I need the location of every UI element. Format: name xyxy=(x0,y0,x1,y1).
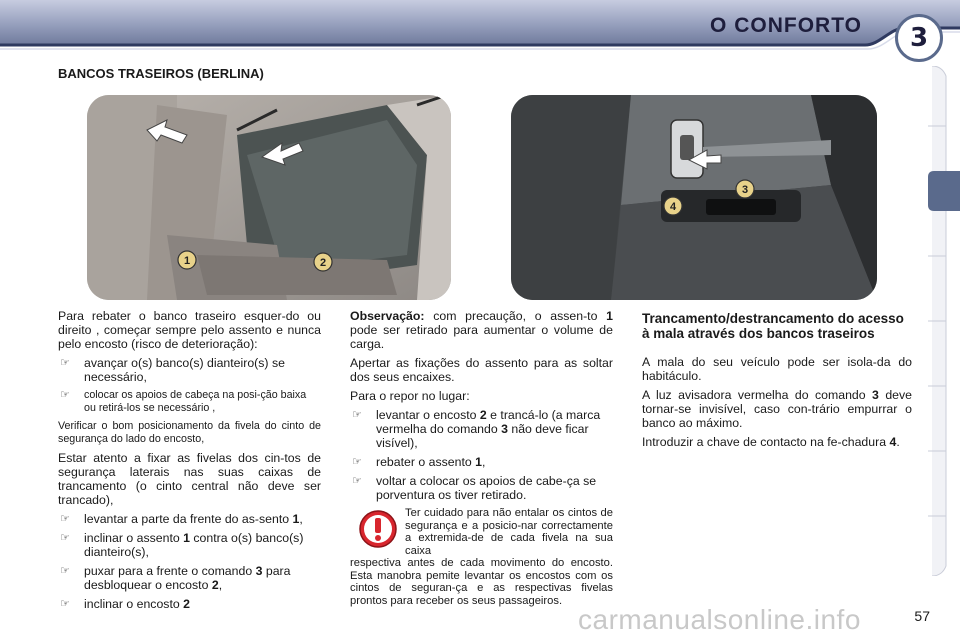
side-tab-strip xyxy=(924,66,960,576)
pointing-hand-icon: ☞ xyxy=(60,598,70,610)
list-item-text: rebater o assento 1, xyxy=(376,455,486,469)
belt-note: Verificar o bom posicionamento da fivela do cinto de segurança do lado do encosto, xyxy=(58,420,321,445)
restore-heading: Para o repor no lugar: xyxy=(350,389,470,403)
list-item xyxy=(58,564,321,592)
side-tab-active xyxy=(928,171,960,211)
observation-paragraph: Observação: com precaução, o assen-to 1 pode ser retirado para aumentar o volume de carga. xyxy=(350,309,613,351)
pointing-hand-icon: ☞ xyxy=(60,532,70,544)
marker-3-label: 3 xyxy=(741,184,749,196)
key-paragraph: Introduzir a chave de contacto na fe-chadura 4. xyxy=(642,435,900,449)
pointing-hand-icon: ☞ xyxy=(352,456,362,468)
warning-text-part2: respectiva antes de cada movimento do encosto. Esta manobra pemite levantar os encostos com os cintos de seguran-ça e as respectivas fivelas prontos para receber os seus passageiros. xyxy=(350,557,613,607)
list-item xyxy=(350,474,613,502)
rear-seat-illustration xyxy=(87,95,451,300)
watermark: carmanualsonline.info xyxy=(578,604,861,635)
section-title: BANCOS TRASEIROS (BERLINA) xyxy=(58,66,264,81)
list-item xyxy=(58,531,321,559)
list-item xyxy=(58,389,321,415)
page-number: 57 xyxy=(914,608,930,624)
text-column-3 xyxy=(642,311,912,454)
list-item-text: avançar o(s) banco(s) dianteiro(s) se necessário, xyxy=(84,356,285,384)
text-column-2 xyxy=(350,309,613,607)
list-item xyxy=(58,512,321,526)
trunk-paragraph: A mala do seu veículo pode ser isola-da do habitáculo. xyxy=(642,355,912,383)
list-item-text: puxar para a frente o comando 3 para desbloquear o encosto 2, xyxy=(84,564,291,592)
trunk-lock-photo xyxy=(511,95,877,300)
list-item xyxy=(58,356,321,384)
warning-light-paragraph: A luz avisadora vermelha do comando 3 deve tornar-se invisível, caso con-trário empurrar o banco ao máximo. xyxy=(642,388,912,430)
chapter-number-badge: 3 xyxy=(895,14,943,62)
chapter-title: O CONFORTO xyxy=(710,14,862,37)
pointing-hand-icon: ☞ xyxy=(60,357,70,369)
pointing-hand-icon: ☞ xyxy=(60,565,70,577)
rear-seat-fold-photo xyxy=(87,95,451,300)
chapter-side-tabs xyxy=(924,66,960,576)
list-item xyxy=(350,455,613,469)
list-item xyxy=(350,408,613,450)
belt-paragraph: Estar atento a fixar as fivelas dos cin-tos de segurança laterais nas suas caixas de trancamento (o cinto central não deve ser trancado), xyxy=(58,451,321,507)
pointing-hand-icon: ☞ xyxy=(352,409,362,421)
warning-block xyxy=(350,507,613,607)
warning-text-part1: Ter cuidado para não entalar os cintos de segurança e a posicio-nar correctamente a extremida-de de cada fivela na sua caixa xyxy=(405,507,613,557)
pointing-hand-icon: ☞ xyxy=(352,475,362,487)
pointing-hand-icon: ☞ xyxy=(60,389,70,401)
pointing-hand-icon: ☞ xyxy=(60,513,70,525)
list-item xyxy=(58,597,321,611)
list-item-text: inclinar o encosto 2 xyxy=(84,597,190,611)
list-item-text: colocar os apoios de cabeça na posi-ção baixa ou retirá-los se necessário , xyxy=(84,389,307,414)
page-header xyxy=(0,0,960,52)
list-item-text: levantar o encosto 2 e trancá-lo (a marca vermelha do comando 3 não deve ficar visível), xyxy=(376,408,601,450)
list-item-text: levantar a parte da frente do as-sento 1, xyxy=(84,512,303,526)
observation-label: Observação: xyxy=(350,309,425,323)
marker-4-label: 4 xyxy=(669,201,677,213)
warning-icon xyxy=(358,509,398,549)
list-item-text: inclinar o assento 1 contra o(s) banco(s) dianteiro(s), xyxy=(84,531,304,559)
subsection-title: Trancamento/destrancamento do acesso à mala através dos bancos traseiros xyxy=(642,311,904,341)
list-item-text: voltar a colocar os apoios de cabe-ça se porventura os tiver retirado. xyxy=(376,474,597,502)
trunk-lock-illustration xyxy=(511,95,877,300)
marker-2-label: 2 xyxy=(319,257,327,269)
text-column-1 xyxy=(58,309,321,616)
marker-1-label: 1 xyxy=(183,255,191,267)
fixings-paragraph: Apertar as fixações do assento para as soltar dos seus encaixes. xyxy=(350,356,613,384)
intro-paragraph: Para rebater o banco traseiro esquer-do ou direito , começar sempre pelo assento e nunca pelo encosto (risco de deterioração): xyxy=(58,309,321,351)
